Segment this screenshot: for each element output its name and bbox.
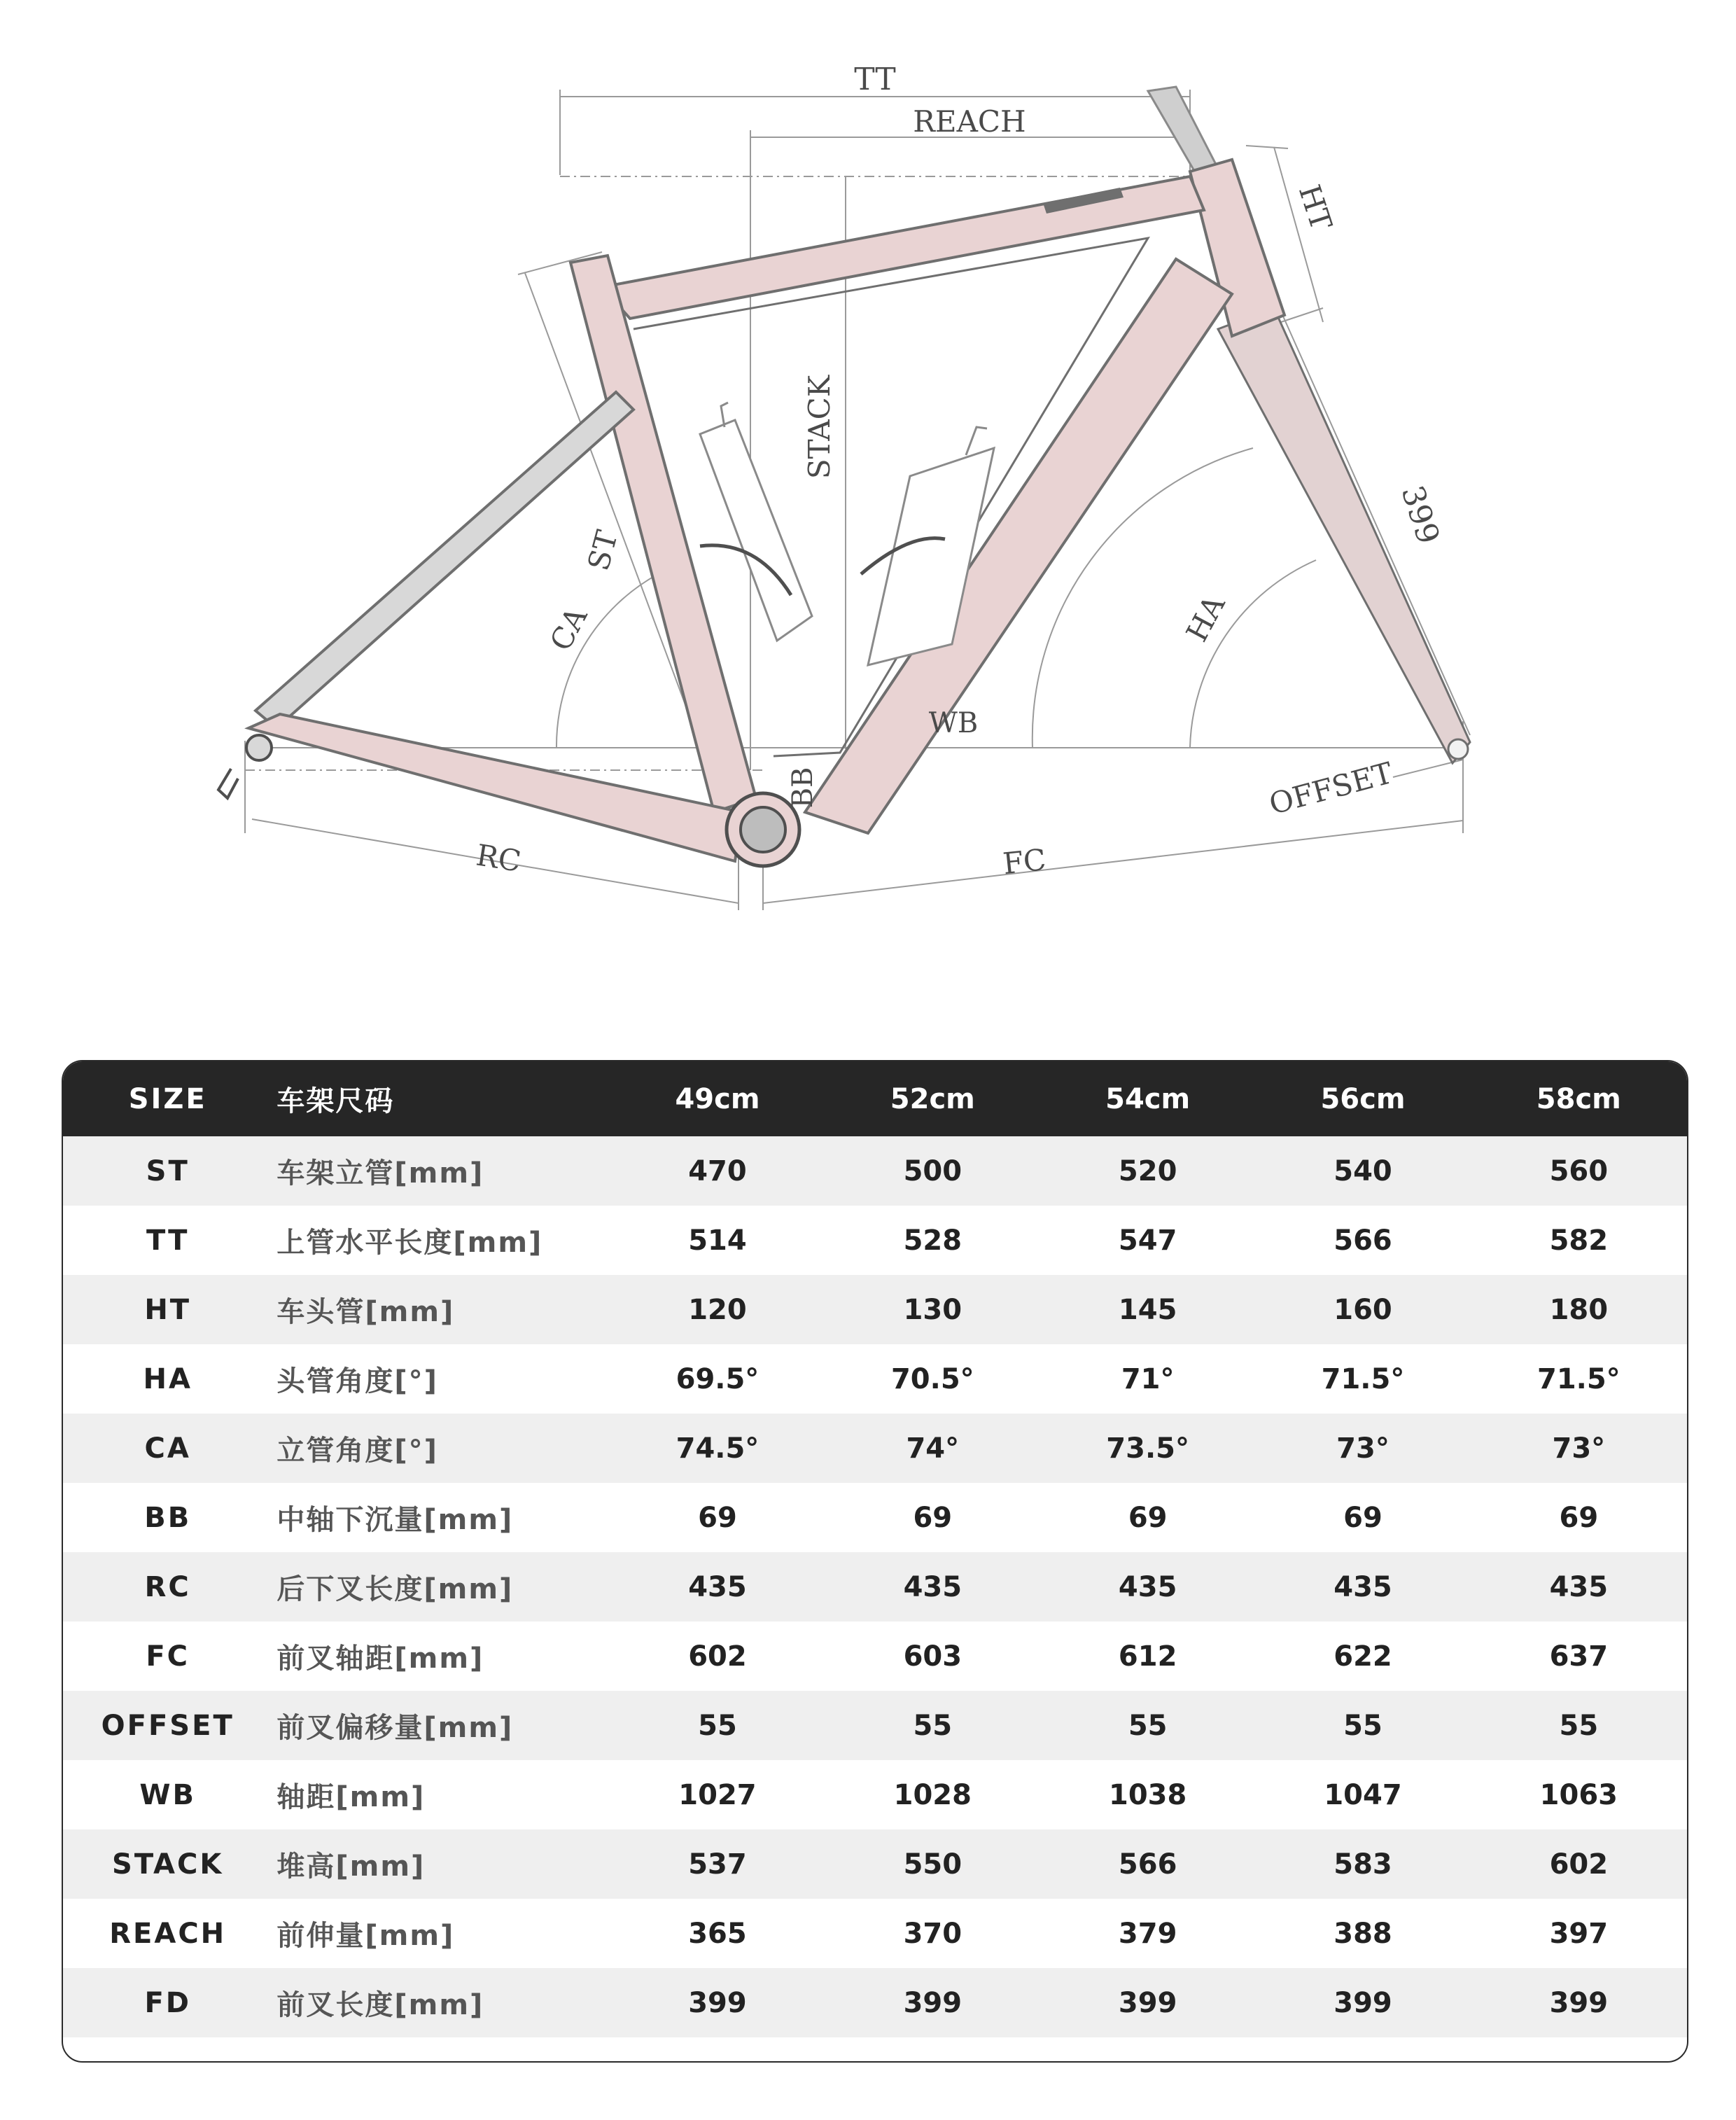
table-row [63, 1344, 1687, 1414]
header-size-54: 54cm [1105, 1082, 1191, 1115]
row-value: 547 [1118, 1224, 1177, 1257]
row-name: 车架立管[mm] [276, 1157, 484, 1190]
label-tt: TT [854, 62, 896, 97]
row-value: 55 [1559, 1709, 1599, 1742]
header-size-58: 58cm [1536, 1082, 1621, 1115]
row-value: 55 [1343, 1709, 1382, 1742]
row-value: 69 [1559, 1501, 1599, 1534]
row-value: 1063 [1539, 1778, 1618, 1811]
row-code: STACK [112, 1848, 224, 1881]
row-value: 388 [1334, 1917, 1392, 1950]
row-value: 120 [688, 1293, 747, 1326]
row-code: REACH [109, 1917, 227, 1950]
row-value: 55 [1128, 1709, 1168, 1742]
label-fd: 399 [1394, 481, 1447, 549]
label-ha: HA [1179, 590, 1232, 648]
row-value: 69 [913, 1501, 953, 1534]
table-row [63, 1968, 1687, 2037]
row-value: 160 [1334, 1293, 1392, 1326]
row-name: 前叉偏移量[mm] [276, 1712, 514, 1744]
label-ht: HT [1292, 180, 1339, 235]
row-value: 71.5° [1321, 1362, 1405, 1395]
table-row [63, 1691, 1687, 1760]
label-ca: CA [542, 601, 594, 657]
row-value: 379 [1118, 1917, 1177, 1950]
row-name: 前叉长度[mm] [276, 1989, 484, 2021]
table-row [63, 1622, 1687, 1691]
row-code: FD [144, 1986, 191, 2019]
row-name: 轴距[mm] [276, 1781, 426, 1813]
water-bottles [700, 403, 994, 665]
row-value: 582 [1549, 1224, 1609, 1257]
table-row [63, 1483, 1687, 1552]
row-value: 73° [1336, 1432, 1390, 1465]
header-size-49: 49cm [675, 1082, 760, 1115]
row-value: 603 [903, 1640, 962, 1673]
row-value: 540 [1334, 1155, 1392, 1187]
row-value: 528 [903, 1224, 962, 1257]
row-value: 500 [903, 1155, 962, 1187]
label-stack: STACK [802, 375, 836, 480]
table-body [63, 1136, 1687, 2037]
row-value: 566 [1118, 1848, 1177, 1881]
frame-geometry-diagram [0, 0, 1736, 980]
row-name: 堆高[mm] [276, 1850, 426, 1883]
row-value: 435 [903, 1570, 962, 1603]
table-row [63, 1760, 1687, 1829]
row-name: 后下叉长度[mm] [276, 1573, 514, 1605]
row-name: 头管角度[°] [276, 1365, 438, 1397]
row-value: 73° [1552, 1432, 1606, 1465]
row-value: 69 [1128, 1501, 1168, 1534]
row-name: 车头管[mm] [276, 1296, 455, 1328]
row-value: 399 [1549, 1986, 1609, 2019]
row-value: 399 [1334, 1986, 1392, 2019]
row-value: 74° [906, 1432, 960, 1465]
row-value: 560 [1549, 1155, 1609, 1187]
table-row [63, 1275, 1687, 1344]
row-value: 1038 [1108, 1778, 1187, 1811]
row-code: WB [139, 1778, 196, 1811]
label-offset: OFFSET [1265, 755, 1396, 821]
row-value: 435 [1334, 1570, 1392, 1603]
row-value: 622 [1334, 1640, 1392, 1673]
row-value: 69 [698, 1501, 737, 1534]
row-value: 435 [1118, 1570, 1177, 1603]
row-value: 1047 [1324, 1778, 1402, 1811]
row-value: 70.5° [890, 1362, 974, 1395]
row-value: 130 [903, 1293, 962, 1326]
header-size-52: 52cm [890, 1082, 975, 1115]
row-name: 中轴下沉量[mm] [276, 1504, 514, 1536]
table-row [63, 1552, 1687, 1622]
row-value: 55 [698, 1709, 737, 1742]
row-value: 71.5° [1536, 1362, 1620, 1395]
row-value: 365 [688, 1917, 747, 1950]
row-value: 435 [688, 1570, 747, 1603]
label-rc: RC [473, 837, 524, 879]
row-value: 520 [1118, 1155, 1177, 1187]
row-name: 立管角度[°] [276, 1435, 438, 1467]
row-value: 550 [903, 1848, 962, 1881]
row-code: FC [146, 1640, 190, 1673]
row-value: 602 [1549, 1848, 1609, 1881]
row-code: CA [144, 1432, 191, 1465]
row-value: 74.5° [676, 1432, 760, 1465]
table-row [63, 1829, 1687, 1899]
row-value: 397 [1549, 1917, 1609, 1950]
row-value: 566 [1334, 1224, 1392, 1257]
label-fc: FC [1001, 842, 1048, 881]
row-code: TT [146, 1224, 190, 1257]
row-code: BB [144, 1501, 192, 1534]
row-value: 399 [688, 1986, 747, 2019]
row-value: 180 [1549, 1293, 1609, 1326]
row-code: ST [146, 1155, 190, 1187]
row-value: 470 [688, 1155, 747, 1187]
header-size-name: 车架尺码 [276, 1085, 395, 1117]
label-reach: REACH [913, 104, 1026, 139]
row-value: 399 [1118, 1986, 1177, 2019]
row-value: 537 [688, 1848, 747, 1881]
row-value: 69 [1343, 1501, 1382, 1534]
row-value: 145 [1118, 1293, 1177, 1326]
geometry-spec-table [62, 1060, 1688, 2063]
row-value: 399 [903, 1986, 962, 2019]
row-name: 前伸量[mm] [276, 1920, 455, 1952]
row-name: 上管水平长度[mm] [276, 1227, 543, 1259]
row-value: 514 [688, 1224, 747, 1257]
row-code: RC [144, 1570, 191, 1603]
row-name: 前叉轴距[mm] [276, 1643, 484, 1675]
row-value: 435 [1549, 1570, 1609, 1603]
row-value: 583 [1334, 1848, 1392, 1881]
row-value: 602 [688, 1640, 747, 1673]
label-bb: BB [787, 767, 819, 809]
table-row [63, 1136, 1687, 1206]
header-size-code: SIZE [128, 1082, 207, 1115]
table-header-row [63, 1061, 1687, 1136]
header-size-56: 56cm [1320, 1082, 1406, 1115]
row-value: 73.5° [1106, 1432, 1189, 1465]
table-row [63, 1414, 1687, 1483]
row-value: 69.5° [676, 1362, 760, 1395]
row-value: 612 [1118, 1640, 1177, 1673]
label-st: ST [580, 526, 625, 575]
row-value: 55 [913, 1709, 953, 1742]
row-value: 1027 [678, 1778, 757, 1811]
row-value: 637 [1549, 1640, 1609, 1673]
row-code: HA [143, 1362, 192, 1395]
row-value: 1028 [893, 1778, 972, 1811]
table-row [63, 1206, 1687, 1275]
row-value: 71° [1121, 1362, 1175, 1395]
row-code: HT [144, 1293, 192, 1326]
table-row [63, 1899, 1687, 1968]
row-code: OFFSET [101, 1709, 234, 1742]
row-value: 370 [903, 1917, 962, 1950]
label-wb: WB [928, 707, 979, 739]
